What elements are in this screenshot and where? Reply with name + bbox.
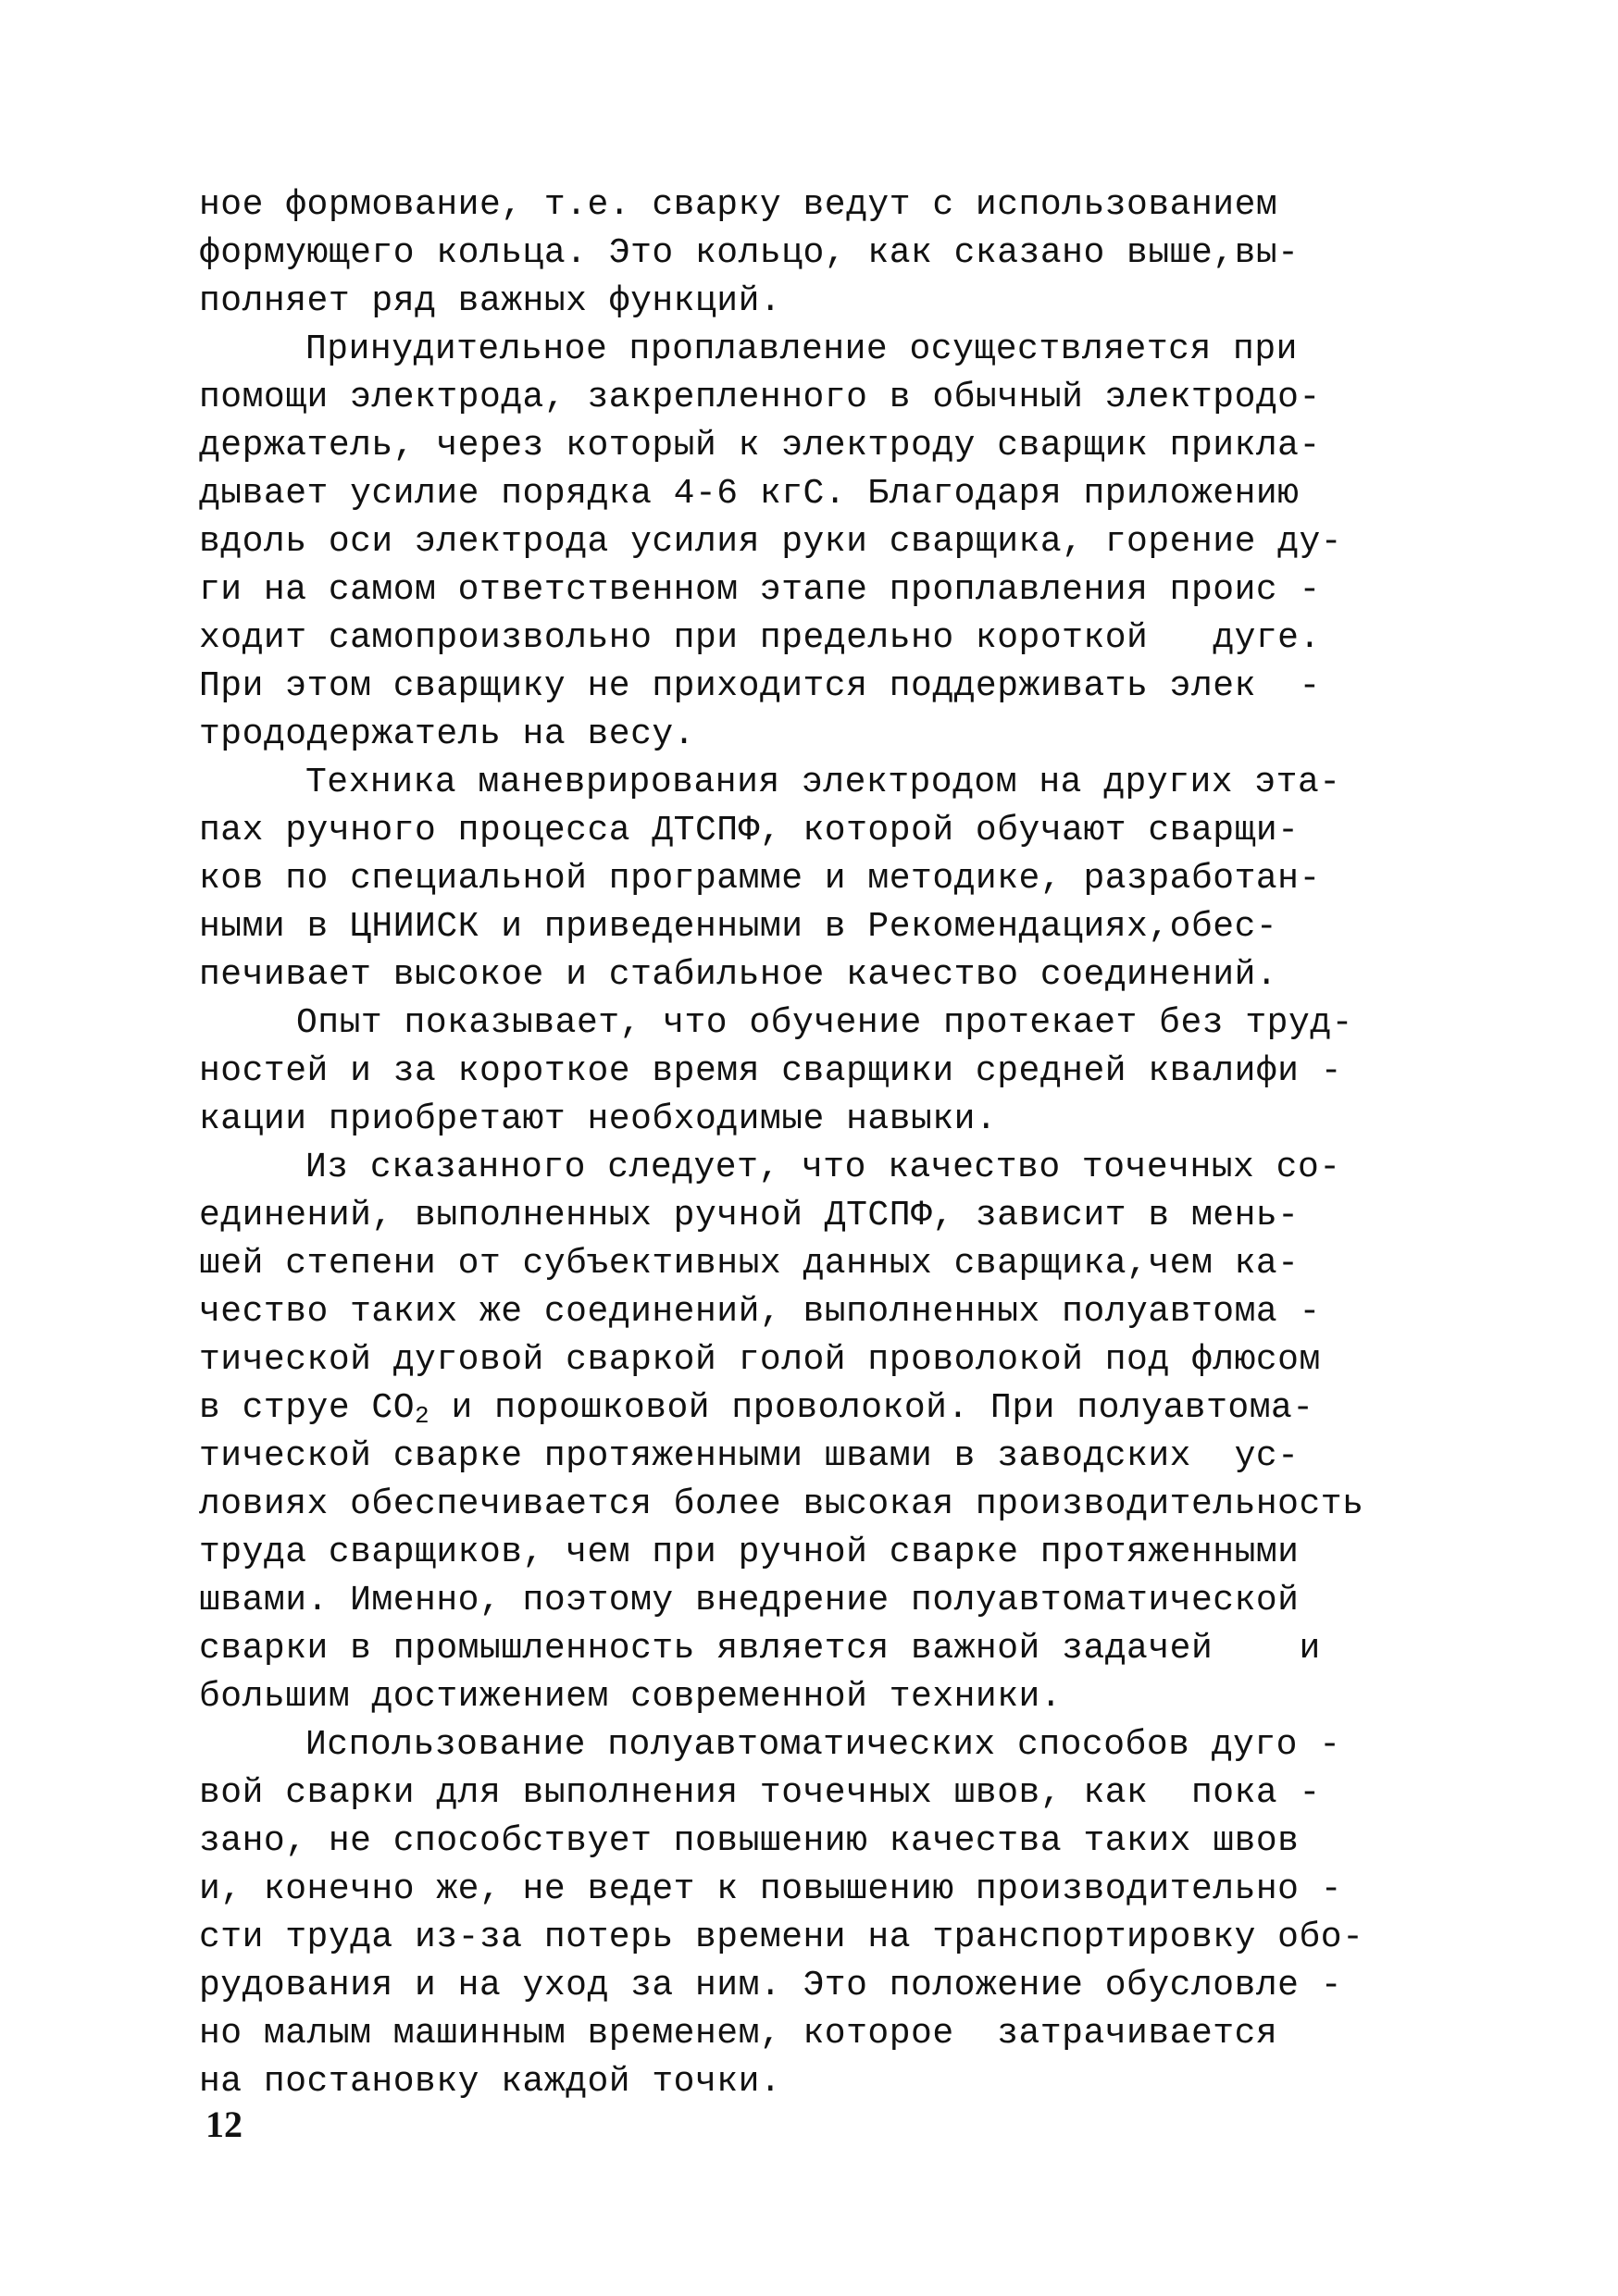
text-line: пах ручного процесса ДТСПФ, которой обучают сварщи- (199, 811, 1300, 850)
text-line: на постановку каждой точки. (199, 2062, 782, 2102)
body-text (199, 181, 1439, 2106)
text-line: большим достижением современной техники. (199, 1677, 1063, 1717)
text-line: вдоль оси электрода усилия руки сварщика, горение ду- (199, 522, 1343, 562)
text-line: трододержатель на весу. (199, 714, 695, 754)
text-line: держатель, через который к электроду сварщик прикла- (199, 426, 1321, 465)
text-line: зано, не способствует повышению качества таких швов (199, 1821, 1300, 1861)
text-line: формующего кольца. Это кольцо, как сказано выше,вы- (199, 233, 1300, 273)
text-line: ги на самом ответственном этапе проплавления проис - (199, 570, 1321, 610)
text-line: помощи электрода, закрепленного в обычный электродо- (199, 378, 1321, 417)
text-line: сварки в промышленность является важной задачей и (199, 1629, 1321, 1669)
paragraph-start-line: Использование полуавтоматических способов дуго - (305, 1725, 1341, 1765)
text-line: ными в ЦНИИСК и приведенными в Рекомендациях,обес- (199, 907, 1278, 947)
text-line: тической сварке протяженными швами в заводских ус- (199, 1436, 1300, 1476)
paragraph-start-line: Техника маневрирования электродом на других эта- (305, 763, 1341, 802)
text-line-co2: в струе $CO_2$ и порошковой проволокой. При полуавтома- (199, 1388, 1314, 1430)
co2-subscript: 2 (415, 1402, 430, 1430)
paragraph-start-line: Из сказанного следует, что качество точечных со- (305, 1148, 1341, 1187)
text-line: полняет ряд важных функций. (199, 281, 782, 321)
text-line: ловиях обеспечивается более высокая производительность (199, 1484, 1364, 1524)
text-line: При этом сварщику не приходится поддерживать элек - (199, 666, 1321, 706)
text-line: ков по специальной программе и методике, разработан- (199, 859, 1321, 899)
text-line: тической дуговой сваркой голой проволокой под флюсом (199, 1340, 1321, 1380)
text-line: труда сварщиков, чем при ручной сварке протяженными (199, 1533, 1300, 1572)
page-number: 12 (205, 2104, 243, 2145)
text-line: вой сварки для выполнения точечных швов, как пока - (199, 1773, 1321, 1813)
text-line: шей степени от субъективных данных сварщика,чем ка- (199, 1244, 1300, 1284)
text-line: рудования и на уход за ним. Это положение обусловле - (199, 1966, 1343, 2005)
text-line: печивает высокое и стабильное качество соединений. (199, 955, 1278, 995)
text-line: ностей и за короткое время сварщики средней квалифи - (199, 1051, 1343, 1091)
text-line: ходит самопроизвольно при предельно короткой дуге. (199, 618, 1321, 658)
text-line: но малым машинным временем, которое затрачивается (199, 2014, 1278, 2054)
paragraph-start-line: Принудительное проплавление осуществляется при (305, 329, 1298, 369)
text-line: и, конечно же, не ведет к повышению производительно - (199, 1869, 1343, 1909)
text-line: чество таких же соединений, выполненных полуавтома - (199, 1292, 1321, 1332)
text-line: единений, выполненных ручной ДТСПФ, зависит в мень- (199, 1196, 1300, 1235)
text-line: ное формование, т.е. сварку ведут с использованием (199, 185, 1278, 225)
text-line: дывает усилие порядка 4-6 кгС. Благодаря приложению (199, 474, 1300, 514)
text-line: сти труда из-за потерь времени на транспортировку обо- (199, 1917, 1364, 1957)
text-line: кации приобретают необходимые навыки. (199, 1099, 998, 1139)
text-line: швами. Именно, поэтому внедрение полуавтоматической (199, 1581, 1300, 1620)
paragraph-start-line: Опыт показывает, что обучение протекает без труд- (296, 1003, 1353, 1043)
